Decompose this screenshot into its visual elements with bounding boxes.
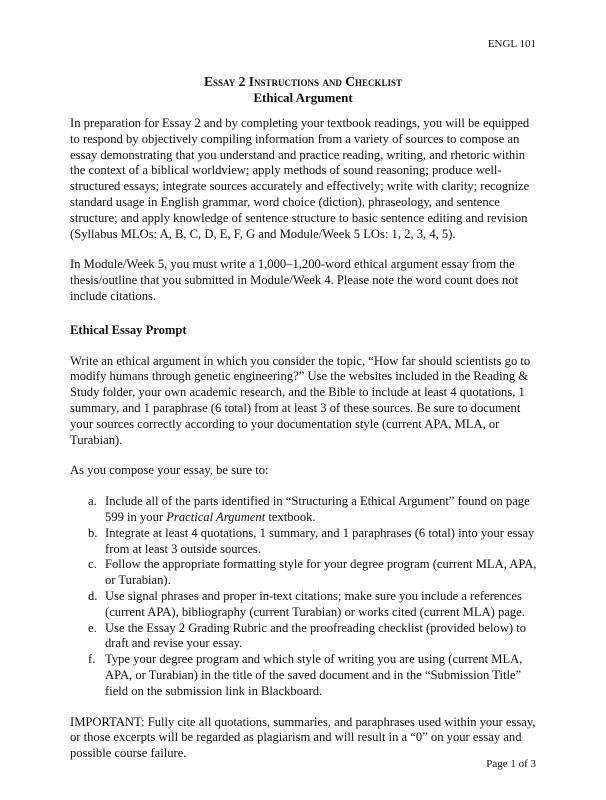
textbook-title: Practical Argument — [166, 509, 266, 524]
checklist-text: Use signal phrases and proper in-text citations; make sure you include a references (current APA), bibliography (current Turabian) or works cited (current MLA) page. — [105, 588, 525, 619]
checklist-item — [88, 621, 540, 653]
checklist-marker: c. — [88, 557, 97, 572]
intro-paragraph: In preparation for Essay 2 and by completing your textbook readings, you will be equipped to respond by objectively compiling information from a variety of sources to compose an essay demonstrating that you understand and practice reading, writing, and rhetoric within the context of a biblical worldview; apply methods of sound reasoning; produce well-structured essays; integrate sources accurately and effectively; write with clarity; recognize standard usage in English grammar, word choice (diction), phraseology, and sentence structure; and apply knowledge of sentence structure to basic sentence editing and revision (Syllabus MLOs: A, B, C, D, E, F, G and Module/Week 5 LOs: 1, 2, 3, 4, 5). — [70, 116, 530, 241]
module-paragraph: In Module/Week 5, you must write a 1,000–1,200-word ethical argument essay from the thesis/outline that you submitted in Module/Week 4. Please note the word count does not include citations. — [70, 257, 519, 303]
prompt-paragraph: Write an ethical argument in which you consider the topic, “How far should scientists go to modify humans through genetic engineering?” Use the websites included in the Reading & Study folder, your own academic research, and the Bible to include at least 4 quotations, 1 summary, and 1 paraphrase (6 total) from at least 3 of these sources. Be sure to document your sources correctly according to your documentation style (current APA, MLA, or Turabian). — [70, 353, 531, 447]
checklist-marker: a. — [88, 494, 97, 509]
checklist-text: Use the Essay 2 Grading Rubric and the proofreading checklist (provided below) to draft and revise your essay. — [105, 620, 527, 651]
checklist-text: Type your degree program and which style of writing you are using (current MLA, APA, or Turabian) in the title of the saved document and in the “Submission Title” field on the submission link in Blackboard. — [105, 652, 523, 698]
checklist-marker: e. — [88, 620, 97, 635]
course-code: ENGL 101 — [487, 38, 536, 50]
checklist-item — [88, 494, 540, 526]
checklist-item — [88, 526, 540, 558]
document-body — [70, 116, 540, 777]
page-number: Page 1 of 3 — [486, 758, 536, 770]
checklist-item — [88, 589, 540, 621]
checklist-text: Include all of the parts identified in “Structuring a Ethical Argument” found on page 599 in your Practical Argument textbook. — [105, 494, 530, 524]
document-subtitle: Ethical Argument — [253, 90, 353, 105]
document-title: Essay 2 Instructions and Checklist — [204, 74, 402, 89]
compose-intro: As you compose your essay, be sure to: — [70, 463, 269, 478]
checklist-marker: b. — [88, 525, 98, 540]
prompt-heading: Ethical Essay Prompt — [70, 322, 187, 337]
checklist-item — [88, 557, 540, 589]
checklist-marker: d. — [88, 588, 98, 603]
checklist-text: Integrate at least 4 quotations, 1 summary, and 1 paraphrases (6 total) into your essay from at least 3 outside sources. — [105, 525, 535, 556]
checklist — [70, 494, 540, 699]
checklist-marker: f. — [88, 652, 96, 667]
checklist-text: Follow the appropriate formatting style for your degree program (current MLA, APA, or Turabian). — [105, 557, 537, 588]
important-notice: IMPORTANT: Fully cite all quotations, summaries, and paraphrases used within your essay, or those excerpts will be regarded as plagiarism and will result in a “0” on your essay and possible course failure. — [70, 714, 536, 761]
checklist-item — [88, 652, 540, 699]
title-block — [0, 74, 606, 106]
